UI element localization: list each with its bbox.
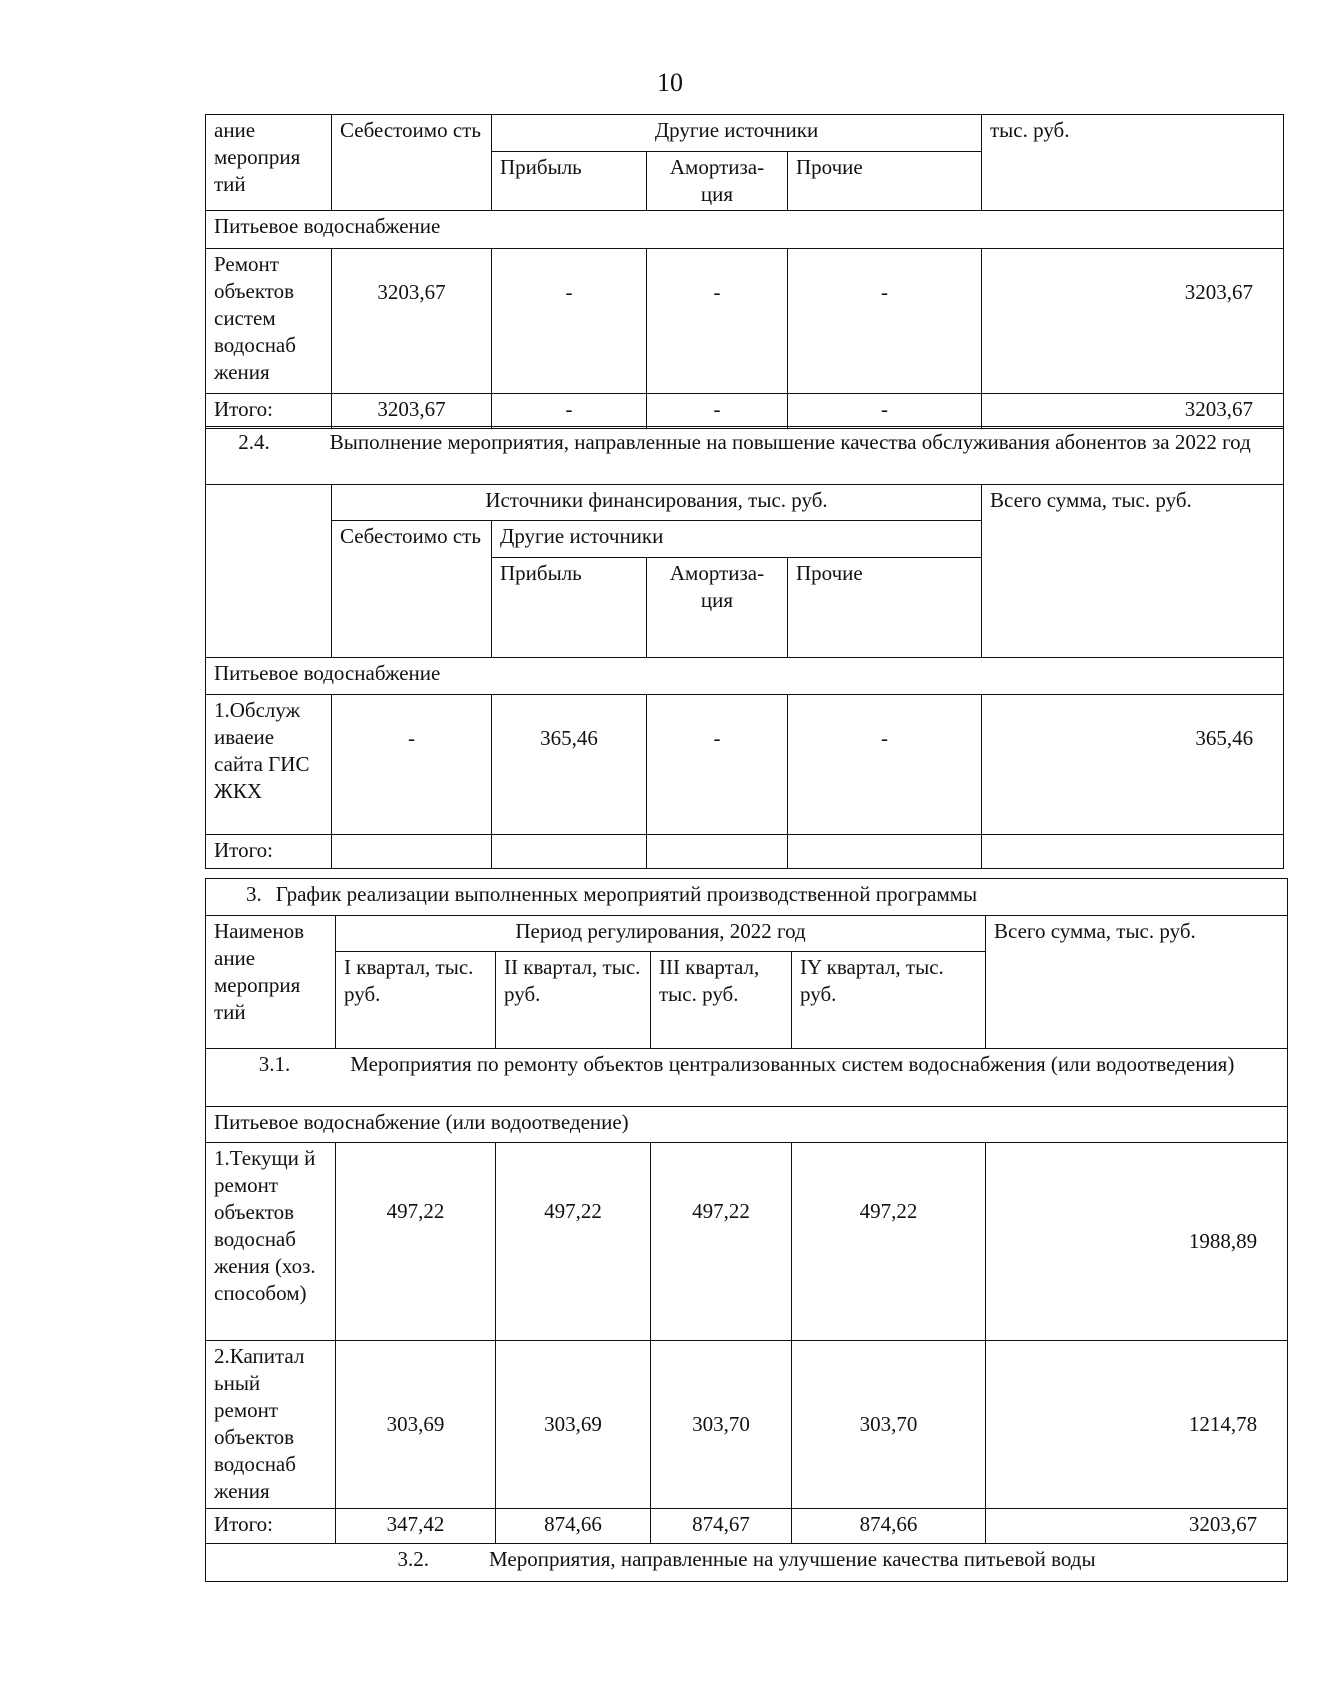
header-period: Период регулирования, 2022 год [336,916,986,952]
section-3-1 [206,1049,1288,1107]
itogo-q4: 874,66 [792,1509,986,1544]
header-q3: III квартал, тыс. руб. [651,952,792,1049]
row-name: Ремонт объектов систем водоснаб жения [206,249,332,394]
row-amort: - [647,695,788,835]
subsection-label: Питьевое водоснабжение [206,211,1284,249]
table-block-b [205,426,1284,869]
table-block-c [205,878,1288,1582]
subsection-title: Мероприятия по ремонту объектов централизованных систем водоснабжения (или водоотведения) [350,1052,1235,1076]
table-row [206,1143,1288,1341]
row-cost: 3203,67 [332,249,492,394]
row-other: - [788,695,982,835]
row-other: - [788,249,982,394]
row-q3: 303,70 [651,1341,792,1509]
row-cost: - [332,695,492,835]
header-profit: Прибыль [492,152,647,211]
table-block-a [205,114,1284,429]
itogo-total: 3203,67 [986,1509,1288,1544]
itogo-row [206,394,1284,429]
header-empty [206,485,332,658]
itogo-q3: 874,67 [651,1509,792,1544]
itogo-row [206,1509,1288,1544]
header-amort: Амортиза-ция [647,152,788,211]
table-row [206,249,1284,394]
header-other: Прочие [788,558,982,658]
header-other-sources: Другие источники [492,521,982,558]
section-title: Выполнение мероприятия, направленные на повышение качества обслуживания абонентов за 2022 год [329,430,1251,454]
itogo-cost [332,835,492,869]
row-total: 3203,67 [982,249,1284,394]
section-number: 2.4. [238,430,270,454]
row-total: 365,46 [982,695,1284,835]
itogo-amort [647,835,788,869]
page-number: 10 [657,68,683,97]
itogo-label: Итого: [206,394,332,429]
subsection-number: 3.2. [397,1547,429,1571]
subsection-label: Питьевое водоснабжение [206,658,1284,695]
row-q3: 497,22 [651,1143,792,1341]
header-other-sources: Другие источники [492,115,982,152]
header-grand-total: Всего сумма, тыс. руб. [986,916,1288,1049]
subsection-label: Питьевое водоснабжение (или водоотведение) [206,1107,1288,1143]
itogo-cost: 3203,67 [332,394,492,429]
subsection-number: 3.1. [258,1052,291,1076]
itogo-other: - [788,394,982,429]
table-row [206,695,1284,835]
header-cost: Себестоимо сть [332,115,492,211]
row-name: 1.Текущи й ремонт объектов водоснаб жения (хоз. способом) [206,1143,336,1341]
subsection-title: Мероприятия, направленные на улучшение качества питьевой воды [488,1547,1096,1571]
header-grand-total: Всего сумма, тыс. руб. [982,485,1284,658]
header-cost: Себестоимо сть [332,521,492,658]
itogo-total: 3203,67 [982,394,1284,429]
header-q4: IY квартал, тыс. руб. [792,952,986,1049]
row-q4: 497,22 [792,1143,986,1341]
header-amort: Амортиза-ция [647,558,788,658]
row-total: 1988,89 [986,1143,1288,1341]
header-profit: Прибыль [492,558,647,658]
row-profit: - [492,249,647,394]
itogo-other [788,835,982,869]
row-q2: 497,22 [496,1143,651,1341]
row-q1: 497,22 [336,1143,496,1341]
row-profit: 365,46 [492,695,647,835]
itogo-label: Итого: [206,1509,336,1544]
header-q2: II квартал, тыс. руб. [496,952,651,1049]
itogo-profit: - [492,394,647,429]
row-q4: 303,70 [792,1341,986,1509]
itogo-total [982,835,1284,869]
header-total-unit: тыс. руб. [982,115,1284,211]
header-name: Наименов ание мероприя тий [206,916,336,1049]
itogo-amort: - [647,394,788,429]
section-number: 3. [246,882,262,906]
row-q2: 303,69 [496,1341,651,1509]
section-3-2 [206,1544,1288,1582]
row-amort: - [647,249,788,394]
section-title: График реализации выполненных мероприятий производственной программы [275,882,978,906]
itogo-q1: 347,42 [336,1509,496,1544]
itogo-profit [492,835,647,869]
row-total: 1214,78 [986,1341,1288,1509]
section-3 [206,879,1288,916]
header-sources: Источники финансирования, тыс. руб. [332,485,982,521]
header-q1: I квартал, тыс. руб. [336,952,496,1049]
row-q1: 303,69 [336,1341,496,1509]
header-other: Прочие [788,152,982,211]
row-name: 1.Обслуж иваеие сайта ГИС ЖКХ [206,695,332,835]
section-2-4 [206,427,1284,485]
itogo-label: Итого: [206,835,332,869]
itogo-q2: 874,66 [496,1509,651,1544]
itogo-row [206,835,1284,869]
header-name-fragment: ание мероприя тий [206,115,332,211]
table-row [206,1341,1288,1509]
row-name: 2.Капитал ьный ремонт объектов водоснаб жения [206,1341,336,1509]
